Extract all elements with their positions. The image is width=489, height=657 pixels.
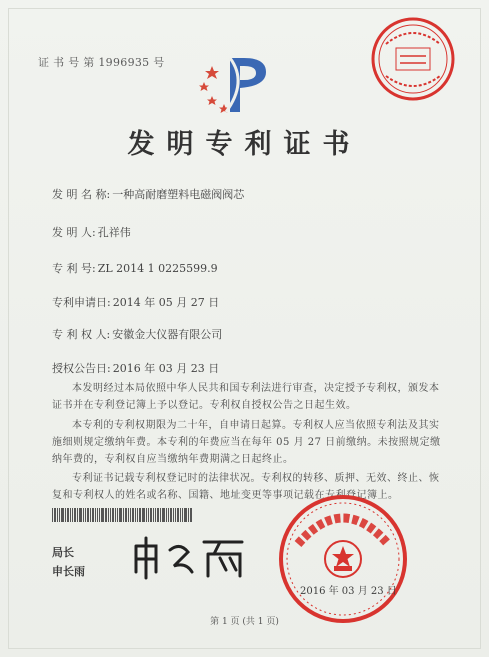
barcode-bar	[139, 508, 141, 522]
grant-date-row	[52, 360, 219, 376]
barcode-bar	[52, 508, 53, 522]
official-seal	[276, 492, 410, 626]
barcode-bar	[173, 508, 174, 522]
barcode-bar	[61, 508, 64, 522]
grant-date-value: 2016 年 03 月 23 日	[112, 362, 220, 375]
barcode-bar	[65, 508, 66, 522]
barcode-bar	[188, 508, 189, 522]
certificate-title: 发明专利证书	[127, 129, 362, 160]
barcode-bar	[146, 508, 147, 522]
barcode-bar	[110, 508, 111, 522]
barcode-bar	[74, 508, 76, 522]
barcode-bar	[182, 508, 183, 522]
seal-date: 2016 年 03 月 23 日	[300, 586, 397, 597]
barcode-bar	[79, 508, 82, 522]
barcode-bar	[175, 508, 176, 522]
barcode-bar	[83, 508, 84, 522]
barcode-bar	[157, 508, 159, 522]
barcode-bar	[150, 508, 152, 522]
invention-name-label: 发 明 名 称:	[52, 188, 111, 201]
page-footer: 第 1 页 (共 1 页)	[210, 617, 279, 627]
barcode-bar	[130, 508, 131, 522]
barcode-bar	[125, 508, 127, 522]
filing-date-value: 2014 年 05 月 27 日	[112, 296, 220, 309]
barcode-bar	[170, 508, 172, 522]
barcode-bar	[153, 508, 154, 522]
barcode-bar	[99, 508, 100, 522]
director-signature	[130, 532, 260, 582]
barcode-bar	[85, 508, 86, 522]
barcode-bar	[112, 508, 114, 522]
barcode-bar	[105, 508, 107, 522]
barcode-bar	[119, 508, 122, 522]
body-paragraph-1: 本发明经过本局依照中华人民共和国专利法进行审查，决定授予专利权，颁发本证书并在专利登记簿上予以登记。专利权自授权公告之日起生效。	[52, 383, 440, 411]
barcode-bar	[72, 508, 73, 522]
barcode-bar	[142, 508, 145, 522]
invention-name-value: 一种高耐磨塑料电磁阀阀芯	[112, 188, 245, 201]
barcode-bar	[135, 508, 136, 522]
barcode-bar	[190, 508, 192, 522]
barcode-bar	[168, 508, 169, 522]
barcode-bar	[115, 508, 116, 522]
barcode-bar	[160, 508, 161, 522]
barcode-bar	[77, 508, 78, 522]
inventor-value: 孔祥伟	[97, 226, 131, 239]
barcode-bar	[162, 508, 165, 522]
barcode-bar	[180, 508, 181, 522]
director-title: 局长	[52, 546, 74, 559]
barcode-bar	[184, 508, 187, 522]
patentee-value: 安徽金大仪器有限公司	[112, 328, 223, 341]
patent-office-logo-icon	[196, 52, 274, 116]
barcode-bar	[177, 508, 179, 522]
certificate-number: 证 书 号 第 1996935 号	[38, 56, 165, 69]
barcode-bar	[67, 508, 69, 522]
patent-number-value: ZL 2014 1 0225599.9	[97, 262, 218, 275]
barcode-bar	[92, 508, 94, 522]
patent-number-row	[52, 260, 218, 276]
barcode-bar	[87, 508, 89, 522]
barcode-bar	[148, 508, 149, 522]
barcode	[52, 508, 214, 522]
barcode-bar	[155, 508, 156, 522]
barcode-bar	[128, 508, 129, 522]
barcode-bar	[90, 508, 91, 522]
barcode-bar	[166, 508, 167, 522]
filing-date-label: 专利申请日:	[52, 296, 111, 309]
national-emblem-icon	[325, 541, 361, 577]
inventor-label: 发 明 人:	[52, 226, 96, 239]
barcode-bar	[137, 508, 138, 522]
patentee-label: 专 利 权 人:	[52, 328, 111, 341]
grant-date-label: 授权公告日:	[52, 362, 111, 375]
body-paragraph-3: 专利证书记载专利权登记时的法律状况。专利权的转移、质押、无效、终止、恢复和专利权人的姓名或名称、国籍、地址变更等事项记载在专利登记簿上。	[52, 473, 440, 501]
filing-date-row	[52, 294, 219, 310]
barcode-bar	[123, 508, 124, 522]
patentee-row	[52, 326, 222, 342]
barcode-bar	[117, 508, 118, 522]
barcode-bar	[54, 508, 56, 522]
director-name: 申长雨	[52, 565, 85, 578]
inventor-row	[52, 224, 131, 240]
barcode-bar	[108, 508, 109, 522]
barcode-bar	[132, 508, 134, 522]
barcode-bar	[101, 508, 104, 522]
barcode-bar	[97, 508, 98, 522]
barcode-bar	[70, 508, 71, 522]
body-paragraph-2: 本专利的专利权期限为二十年，自申请日起算。专利权人应当依照专利法及其实施细则规定缴纳年费。本专利的年费应当在每年 05 月 27 日前缴纳。未按照规定缴纳年费的，专利权自应当缴纳年费期满之日起终止。	[52, 420, 441, 465]
barcode-bar	[57, 508, 58, 522]
certification-seal-small	[368, 14, 458, 104]
barcode-bar	[95, 508, 96, 522]
invention-name-row	[52, 186, 244, 202]
patent-number-label: 专 利 号:	[52, 262, 96, 275]
barcode-bar	[59, 508, 60, 522]
